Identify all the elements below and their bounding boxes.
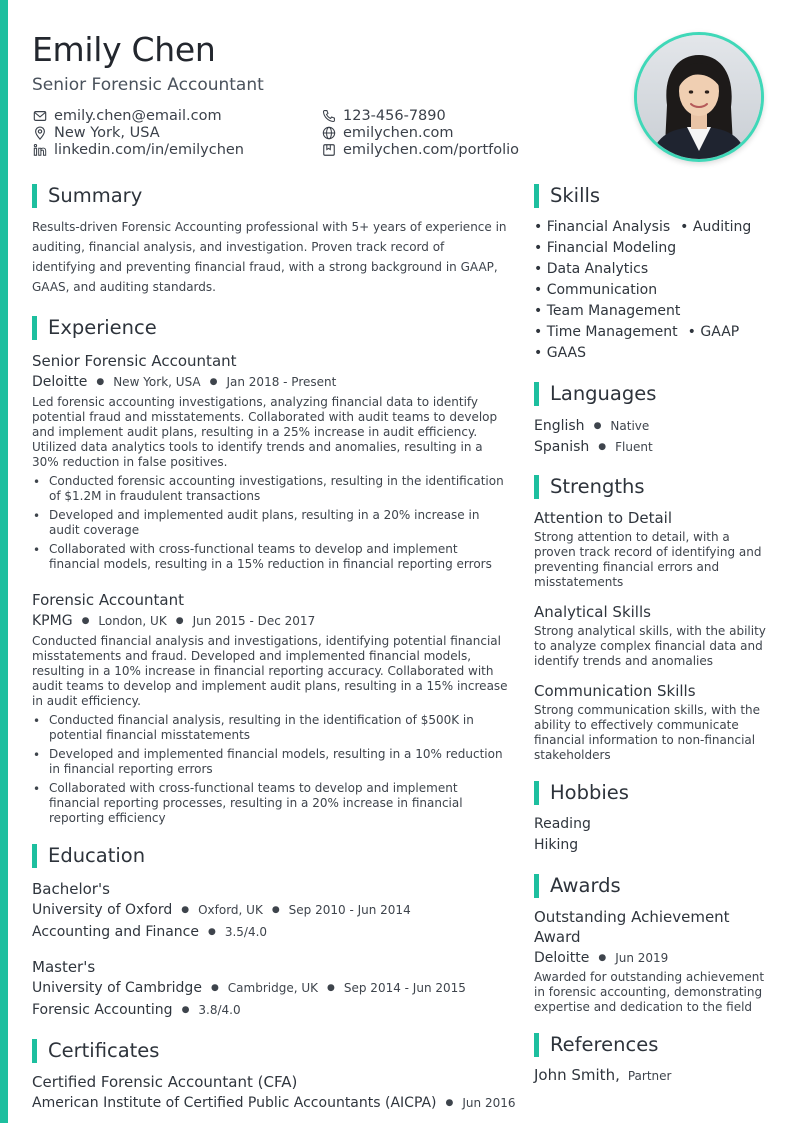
skill-item: • Communication [534, 280, 756, 301]
skill-item: • Team Management [534, 301, 756, 322]
contact-location [32, 124, 321, 141]
reference-role: Partner [627, 1069, 672, 1083]
separator-dot: ● [175, 616, 184, 626]
separator-dot: ● [81, 616, 90, 626]
skill-item: • Financial Analysis [534, 217, 670, 238]
job-bullet: • Developed and implemented audit plans, resulting in a 20% increase in audit coverage [32, 508, 510, 538]
certificate-date: Jun 2016 [462, 1096, 516, 1110]
skill-item: • GAAS [534, 343, 586, 364]
separator-dot: ● [593, 420, 602, 431]
education-dates: Sep 2010 - Jun 2014 [288, 903, 411, 917]
strengths-title: Strengths [534, 474, 766, 500]
job-entry [32, 351, 510, 572]
skill-item: • GAAP [688, 322, 740, 343]
skills-title: Skills [534, 183, 766, 209]
candidate-title: Senior Forensic Accountant [32, 75, 264, 95]
job-meta [32, 610, 510, 632]
avatar-portrait [637, 35, 761, 159]
strength-title: Analytical Skills [534, 603, 651, 621]
reference-item [534, 1066, 766, 1084]
language-item [534, 436, 766, 457]
hobby-item: Hiking [534, 837, 579, 853]
job-bullets [32, 713, 510, 826]
job-role: Forensic Accountant [32, 591, 184, 609]
separator-dot: ● [181, 1005, 190, 1015]
references-title: References [534, 1032, 766, 1058]
reference-name: John Smith, [534, 1066, 620, 1084]
strengths-section [534, 474, 766, 763]
education-meta [32, 977, 510, 999]
job-bullet: • Collaborated with cross-functional teams to develop and implement financial reporting processes, resulting in a 20% increase in financial reporting efficiency [32, 781, 510, 826]
certificate-name: Certified Forensic Accountant (CFA) [32, 1073, 298, 1091]
separator-dot: ● [207, 927, 216, 937]
job-dates: Jun 2015 - Dec 2017 [192, 614, 316, 628]
separator-dot: ● [209, 377, 218, 387]
strength-description: Strong communication skills, with the ability to effectively communicate financial information to non-financial stakeholders [534, 703, 761, 762]
education-meta [32, 899, 510, 921]
experience-section [32, 315, 510, 826]
hobbies-section [534, 780, 766, 856]
award-title: Outstanding Achievement Award [534, 908, 730, 946]
languages-title: Languages [534, 381, 766, 407]
phone-icon [321, 108, 336, 123]
job-bullet: • Conducted financial analysis, resulting in the identification of $500K in potential financial misstatements [32, 713, 510, 743]
education-degree: Master's [32, 958, 96, 976]
job-bullets [32, 474, 510, 572]
separator-dot: ● [327, 983, 335, 993]
certificates-title: Certificates [32, 1038, 510, 1064]
education-degree: Bachelor's [32, 880, 110, 898]
contact-phone[interactable] [321, 107, 591, 124]
job-dates: Jan 2018 - Present [226, 375, 337, 389]
languages-section [534, 381, 766, 457]
awards-section [534, 873, 766, 1015]
contact-phone-text: 123-456-7890 [343, 107, 446, 124]
education-dates: Sep 2014 - Jun 2015 [343, 981, 466, 995]
contact-list [32, 107, 592, 158]
skill-item: • Financial Modeling [534, 238, 756, 259]
education-field-row [32, 999, 510, 1021]
education-field: Forensic Accounting [32, 1002, 173, 1018]
strength-title: Communication Skills [534, 682, 696, 700]
job-entry [32, 590, 510, 826]
certificates-section [32, 1038, 516, 1114]
education-school: University of Oxford [32, 902, 173, 918]
separator-dot: ● [271, 905, 280, 915]
contact-email-text: emily.chen@email.com [54, 107, 222, 124]
contact-portfolio[interactable] [321, 141, 591, 158]
award-meta [534, 947, 766, 968]
job-bullet: • Collaborated with cross-functional teams to develop and implement financial models, resulting in a 15% reduction in financial reporting errors [32, 542, 510, 572]
education-school: University of Cambridge [32, 980, 202, 996]
skills-list [534, 217, 766, 364]
contact-linkedin-text: linkedin.com/in/emilychen [54, 141, 244, 158]
language-item [534, 415, 766, 436]
location-icon [32, 125, 47, 140]
candidate-name: Emily Chen [32, 30, 216, 69]
education-location: Cambridge, UK [227, 981, 319, 995]
awards-title: Awards [534, 873, 766, 899]
strength-title: Attention to Detail [534, 509, 673, 527]
award-issuer: Deloitte [534, 949, 590, 966]
job-location: New York, USA [113, 375, 201, 389]
summary-section [32, 183, 510, 297]
main-column [32, 183, 516, 1114]
contact-website-text: emilychen.com [343, 124, 454, 141]
references-section [534, 1032, 766, 1084]
contact-location-text: New York, USA [54, 124, 160, 141]
education-gpa: 3.5/4.0 [224, 925, 268, 939]
contact-email[interactable] [32, 107, 321, 124]
separator-dot: ● [598, 441, 607, 452]
education-entry [32, 879, 510, 943]
separator-dot: ● [181, 905, 190, 915]
job-company: KPMG [32, 613, 73, 629]
job-location: London, UK [98, 614, 167, 628]
strength-description: Strong analytical skills, with the ability to analyze complex financial data and identify trends and anomalies [534, 624, 766, 668]
skill-item: • Auditing [680, 217, 751, 238]
skills-section [534, 183, 766, 364]
separator-dot: ● [96, 377, 105, 387]
contact-linkedin[interactable] [32, 141, 321, 158]
accent-bar [0, 0, 8, 1123]
separator-dot: ● [445, 1098, 454, 1108]
separator-dot: ● [210, 983, 219, 993]
education-title: Education [32, 843, 510, 869]
education-location: Oxford, UK [198, 903, 263, 917]
separator-dot: ● [598, 952, 607, 963]
job-company: Deloitte [32, 374, 88, 390]
avatar [634, 32, 764, 162]
job-description: Conducted financial analysis and investigations, identifying potential financial misstatements and fraud. Developed and implemented financial models, resulting in a 10% increase in financial reporting accuracy. Collaborated with audit teams to develop and implement audit plans, resulting in a 15% increase in audit efficiency. [32, 634, 508, 708]
education-entry [32, 957, 510, 1021]
skill-item: • Data Analytics [534, 259, 756, 280]
job-meta [32, 371, 510, 393]
portfolio-icon [321, 142, 336, 157]
job-bullet: • Conducted forensic accounting investigations, resulting in the identification of $1.2M in fraudulent transactions [32, 474, 510, 504]
hobby-item: Reading [534, 816, 591, 832]
skill-item: • Time Management [534, 322, 678, 343]
language-name: Spanish [534, 438, 590, 455]
language-level: Fluent [615, 439, 653, 454]
contact-portfolio-text: emilychen.com/portfolio [343, 141, 520, 158]
hobbies-title: Hobbies [534, 780, 766, 806]
linkedin-icon [32, 142, 47, 157]
certificate-meta [32, 1092, 516, 1114]
award-date: Jun 2019 [615, 950, 669, 965]
job-role: Senior Forensic Accountant [32, 352, 237, 370]
side-column [534, 183, 766, 1084]
globe-icon [321, 125, 336, 140]
education-field: Accounting and Finance [32, 924, 199, 940]
mail-icon [32, 108, 47, 123]
summary-text: Results-driven Forensic Accounting professional with 5+ years of experience in auditing, financial analysis, and investigation. Proven track record of identifying and preventing financial fraud, with a strong background in GAAP, GAAS, and auditing standards. [32, 220, 507, 294]
job-bullet: • Developed and implemented financial models, resulting in a 10% reduction in financial reporting errors [32, 747, 510, 777]
language-level: Native [610, 418, 650, 433]
contact-website[interactable] [321, 124, 591, 141]
language-name: English [534, 417, 585, 434]
education-gpa: 3.8/4.0 [198, 1003, 241, 1017]
strength-item [534, 602, 766, 669]
strength-item [534, 681, 766, 763]
certificate-issuer: American Institute of Certified Public Accountants (AICPA) [32, 1095, 437, 1111]
award-description: Awarded for outstanding achievement in forensic accounting, demonstrating expertise and dedication to the field [534, 970, 765, 1014]
experience-title: Experience [32, 315, 510, 341]
strength-description: Strong attention to detail, with a proven track record of identifying and preventing financial errors and misstatements [534, 530, 762, 589]
summary-title: Summary [32, 183, 510, 209]
education-section [32, 843, 510, 1021]
strength-item [534, 508, 766, 590]
education-field-row [32, 921, 510, 943]
job-description: Led forensic accounting investigations, analyzing financial data to identify potential fraud and misstatements. Collaborated with audit teams to develop and implement audit plans, resulting in a 25% increase in audit efficiency. Utilized data analytics tools to identify trends and anomalies, resulting in a 30% reduction in false positives. [32, 395, 498, 469]
